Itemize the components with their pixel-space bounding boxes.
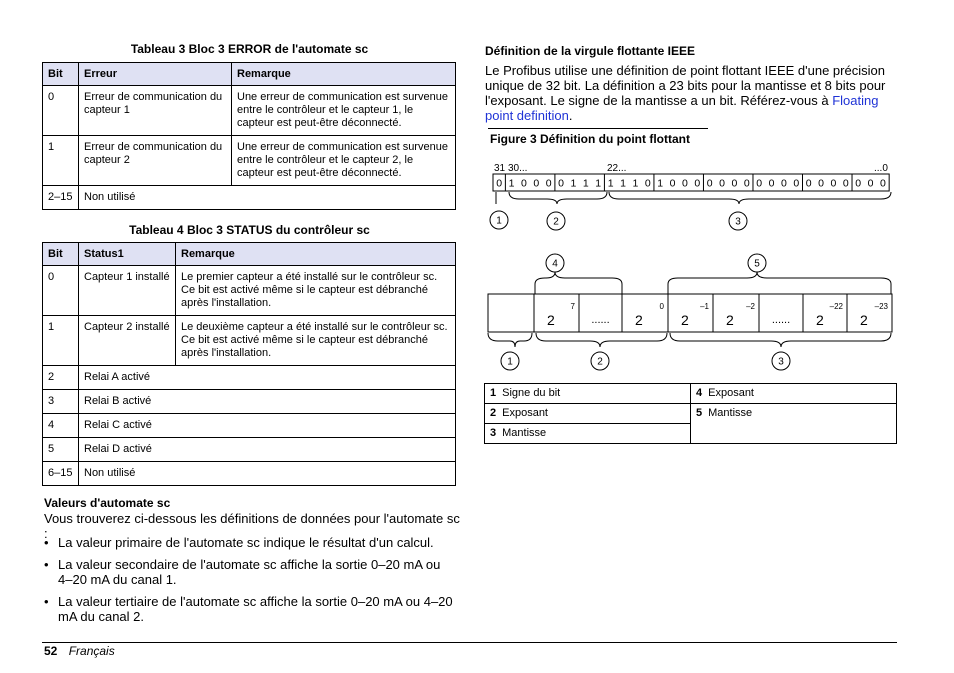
callout-3-bottom (772, 352, 790, 370)
table-cell: Erreur de communication du capteur 1 (79, 86, 232, 136)
bit-value: 0 (719, 177, 725, 190)
legend-item-2: 2 Exposant (485, 404, 691, 424)
table-cell: Relai D activé (79, 438, 456, 462)
bit-label-22: 22... (607, 163, 627, 174)
callout-1-bottom (501, 352, 519, 370)
bit-value: 0 (644, 177, 651, 190)
table-row (43, 390, 456, 414)
table-cell: 2 (43, 366, 79, 390)
table4-header-status1: Status1 (79, 243, 176, 266)
valeurs-bullet-list (43, 535, 456, 631)
table-cell: Erreur de communication du capteur 2 (79, 136, 232, 186)
table4-header-row (43, 243, 456, 266)
bit-value: 0 (880, 177, 886, 190)
ieee-heading: Définition de la virgule flottante IEEE (485, 44, 696, 58)
bit-value: 0 (867, 177, 874, 190)
table-row (43, 438, 456, 462)
table4-header-remarque: Remarque (176, 243, 456, 266)
bit-value: 1 (582, 177, 589, 190)
float-figure (484, 152, 896, 377)
floating-point-link[interactable]: Floating point definition (485, 93, 879, 123)
footer-rule (42, 642, 897, 643)
table-row (43, 462, 456, 486)
bit-value: 0 (842, 177, 849, 190)
footer-language: Français (68, 644, 115, 658)
ieee-paragraph-end: . (568, 108, 573, 123)
power-ellipsis: ...... (771, 314, 791, 326)
bit-value: 0 (756, 177, 763, 190)
table-cell: Relai A activé (79, 366, 456, 390)
table-cell: Relai B activé (79, 390, 456, 414)
svg-text:1: 1 (507, 356, 513, 368)
bit-value: 0 (793, 177, 800, 190)
bit-value: 0 (781, 177, 787, 190)
legend-item-3: 3 Mantisse (485, 424, 691, 444)
table-row (43, 414, 456, 438)
table4-header-bit: Bit (43, 243, 79, 266)
callout-4 (546, 254, 564, 272)
table4-caption: Tableau 4 Bloc 3 STATUS du contrôleur sc (129, 223, 370, 237)
figure-caption: Figure 3 Définition du point flottant (490, 132, 690, 146)
bit-label-31: 31 (494, 163, 506, 174)
table-cell: 3 (43, 390, 79, 414)
table-row (43, 86, 456, 136)
power-base: 2 (681, 312, 689, 328)
table-row (43, 366, 456, 390)
list-item: • La valeur secondaire de l'automate sc affiche la sortie 0–20 mA ou 4–20 mA du canal 1. (43, 557, 456, 587)
page-number: 52 (44, 644, 58, 658)
table-cell: 2–15 (43, 186, 79, 210)
table4 (42, 242, 456, 486)
list-item: • La valeur primaire de l'automate sc indique le résultat d'un calcul. (43, 535, 456, 550)
table-row (43, 316, 456, 366)
table-cell: Non utilisé (79, 462, 456, 486)
bit-value: 1 (595, 177, 602, 190)
bit-value: 0 (521, 177, 527, 190)
bit-value: 1 (632, 177, 639, 190)
table-cell: Une erreur de communication est survenue entre le contrôleur et le capteur 1, le capteur est peut-être déconnecté. (232, 86, 456, 136)
bit-value: 0 (830, 177, 837, 190)
table3-caption: Tableau 3 Bloc 3 ERROR de l'automate sc (130, 42, 369, 56)
valeurs-heading: Valeurs d'automate sc (44, 496, 171, 510)
table-cell: 1 (43, 316, 79, 366)
table-cell: 1 (43, 136, 79, 186)
power-exponent: –22 (829, 302, 843, 311)
bit-value: 0 (669, 177, 676, 190)
table-cell: 6–15 (43, 462, 79, 486)
callout-5 (748, 254, 766, 272)
bit-value: 0 (533, 177, 540, 190)
table-cell: Relai C activé (79, 414, 456, 438)
power-exponent: –1 (700, 302, 709, 311)
svg-text:1: 1 (496, 215, 502, 227)
bit-value: 0 (694, 177, 701, 190)
power-row (488, 294, 892, 332)
bit-label-0: ...0 (874, 163, 888, 174)
bit-value: 0 (706, 177, 713, 190)
power-exponent: –23 (874, 302, 888, 311)
figure-rule (488, 128, 708, 129)
bit-value: 0 (545, 177, 552, 190)
bit-value: 1 (607, 177, 614, 190)
bit-value: 0 (805, 177, 812, 190)
callout-2-bottom (591, 352, 609, 370)
bit-value: 0 (768, 177, 775, 190)
bit-value: 0 (731, 177, 738, 190)
bit-value: 1 (508, 177, 515, 190)
legend-item-1: 1 Signe du bit (485, 384, 691, 404)
power-exponent: –2 (746, 302, 755, 311)
ieee-paragraph-text: Le Profibus utilise une définition de point flottant IEEE d'une précision unique de 32 bit. La définition a 23 bits pour la mantisse et 8 bits pour l'exposant. Le signe de la mantisse a un bit. Référez-vous à (485, 63, 886, 108)
table3-header-erreur: Erreur (79, 63, 232, 86)
table-cell: 0 (43, 266, 79, 316)
bit-value: 0 (855, 177, 862, 190)
table-cell: Le deuxième capteur a été installé sur le contrôleur sc. Ce bit est activé même si le capteur est débranché après l'installation. (176, 316, 456, 366)
power-base: 2 (726, 312, 734, 328)
svg-text:2: 2 (597, 356, 603, 368)
bit-label-30: 30... (508, 163, 528, 174)
table3-header-bit: Bit (43, 63, 79, 86)
table-row (43, 136, 456, 186)
list-item: • La valeur tertiaire de l'automate sc affiche la sortie 0–20 mA ou 4–20 mA du canal 2. (43, 594, 456, 624)
bit-value: 0 (818, 177, 824, 190)
bit-row (493, 174, 889, 191)
power-base: 2 (816, 312, 824, 328)
callout-2 (547, 212, 565, 230)
table-row (43, 186, 456, 210)
table-cell: Une erreur de communication est survenue entre le contrôleur et le capteur 2, le capteur est peut-être déconnecté. (232, 136, 456, 186)
svg-text:4: 4 (552, 258, 558, 270)
footer (44, 644, 115, 658)
table-cell: Le premier capteur a été installé sur le contrôleur sc. Ce bit est activé même si le capteur est débranché après l'installation. (176, 266, 456, 316)
svg-text:3: 3 (778, 356, 784, 368)
table-cell: Non utilisé (79, 186, 456, 210)
power-ellipsis: ...... (591, 314, 610, 326)
ieee-paragraph (485, 63, 903, 123)
callout-1 (490, 211, 508, 229)
svg-text:5: 5 (754, 258, 760, 270)
table3-header-remarque: Remarque (232, 63, 456, 86)
power-exponent: 0 (659, 302, 664, 311)
table-cell: 5 (43, 438, 79, 462)
bit-value: 0 (743, 177, 750, 190)
table-cell: Capteur 1 installé (79, 266, 176, 316)
table-cell: 4 (43, 414, 79, 438)
bit-value: 0 (496, 177, 503, 190)
bit-value: 0 (681, 177, 688, 190)
power-base: 2 (547, 312, 555, 328)
legend-item-4: 4 Exposant (691, 384, 897, 404)
power-base: 2 (860, 312, 868, 328)
figure-legend (484, 383, 897, 444)
bit-value: 0 (558, 177, 565, 190)
bit-value: 1 (570, 177, 577, 190)
power-exponent: 7 (570, 302, 575, 311)
svg-text:3: 3 (735, 216, 741, 228)
callout-3 (729, 212, 747, 230)
power-base: 2 (635, 312, 643, 328)
table-row (43, 266, 456, 316)
valeurs-intro: Vous trouverez ci-dessous les définitions de données pour l'automate sc : (44, 511, 460, 541)
table-cell: Capteur 2 installé (79, 316, 176, 366)
table-cell: 0 (43, 86, 79, 136)
svg-text:2: 2 (553, 216, 559, 228)
bit-value: 1 (657, 177, 664, 190)
table3 (42, 62, 456, 210)
legend-item-5: 5 Mantisse (691, 404, 897, 444)
table3-header-row (43, 63, 456, 86)
bit-value: 1 (620, 177, 626, 190)
